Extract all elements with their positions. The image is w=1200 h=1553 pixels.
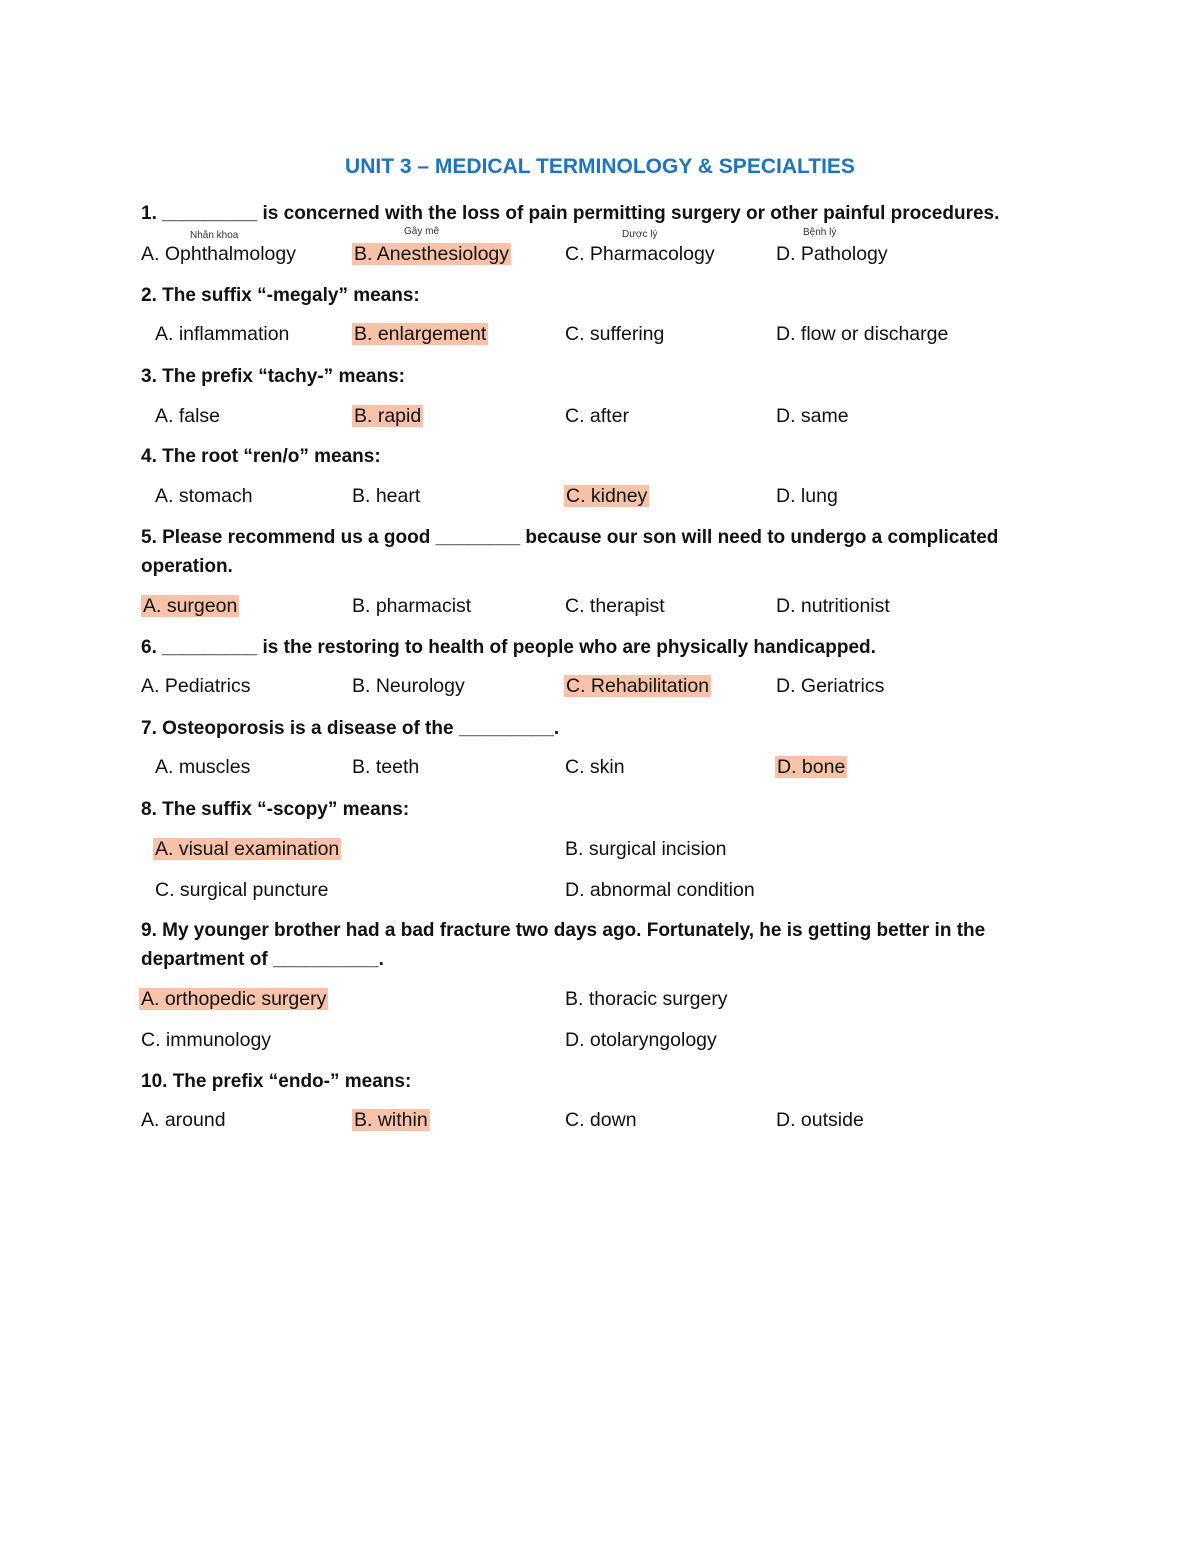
option-c: C. suffering [565,323,665,345]
option-d: D. otolaryngology [565,1029,717,1051]
option-b: B. pharmacist [352,595,472,617]
option-d: D. lung [776,485,838,507]
option-b-answer: B. Anesthesiology [354,243,510,265]
option-c: C. immunology [141,1029,272,1051]
option-c: C. after [565,405,629,427]
option-d: D. Geriatrics [776,675,885,697]
question-8: 8. The suffix “-scopy” means: [141,799,410,820]
option-a: A. muscles [155,756,251,778]
option-d: D. Pathology [776,243,888,265]
question-5-line-2: operation. [141,556,233,577]
question-1: 1. _________ is concerned with the loss of pain permitting surgery or other painful procedures. [141,203,1000,224]
option-a-answer: A. visual examination [155,838,340,860]
option-d: D. flow or discharge [776,323,949,345]
option-a: A. inflammation [155,323,290,345]
option-a: A. Ophthalmology [141,243,297,265]
option-a: A. around [141,1109,226,1131]
option-c-answer: C. kidney [566,485,648,507]
option-c-answer: C. Rehabilitation [566,675,710,697]
question-3: 3. The prefix “tachy-” means: [141,366,405,387]
option-c: C. down [565,1109,637,1131]
option-c: C. skin [565,756,625,778]
question-10: 10. The prefix “endo-” means: [141,1071,412,1092]
document-title: UNIT 3 – MEDICAL TERMINOLOGY & SPECIALTIES [345,155,855,178]
question-5-line-1: 5. Please recommend us a good ________ because our son will need to undergo a complicated [141,527,999,548]
option-b: B. surgical incision [565,838,727,860]
option-b: B. thoracic surgery [565,988,728,1010]
annotation-note: Bệnh lý [803,227,837,238]
option-c: C. surgical puncture [155,879,329,901]
option-d: D. nutritionist [776,595,890,617]
annotation-note: Nhãn khoa [190,230,239,241]
question-4: 4. The root “ren/o” means: [141,446,381,467]
option-b-answer: B. within [354,1109,428,1131]
option-c: C. therapist [565,595,665,617]
question-6: 6. _________ is the restoring to health of people who are physically handicapped. [141,637,876,658]
question-7: 7. Osteoporosis is a disease of the _________. [141,718,560,739]
option-a-answer: A. orthopedic surgery [141,988,327,1010]
option-a: A. Pediatrics [141,675,251,697]
option-a-answer: A. surgeon [143,595,238,617]
option-c: C. Pharmacology [565,243,715,265]
option-d: D. outside [776,1109,864,1131]
option-b-answer: B. enlargement [354,323,487,345]
option-a: A. false [155,405,221,427]
option-b: B. Neurology [352,675,465,697]
question-9-line-2: department of __________. [141,949,384,970]
annotation-note: Gây mê [404,226,440,237]
option-d: D. abnormal condition [565,879,755,901]
option-d-answer: D. bone [777,756,846,778]
annotation-note: Dược lý [622,229,658,240]
question-2: 2. The suffix “-megaly” means: [141,285,420,306]
option-b-answer: B. rapid [354,405,422,427]
question-9-line-1: 9. My younger brother had a bad fracture two days ago. Fortunately, he is getting better in the [141,920,986,941]
option-b: B. teeth [352,756,420,778]
option-d: D. same [776,405,849,427]
option-a: A. stomach [155,485,253,507]
option-b: B. heart [352,485,421,507]
